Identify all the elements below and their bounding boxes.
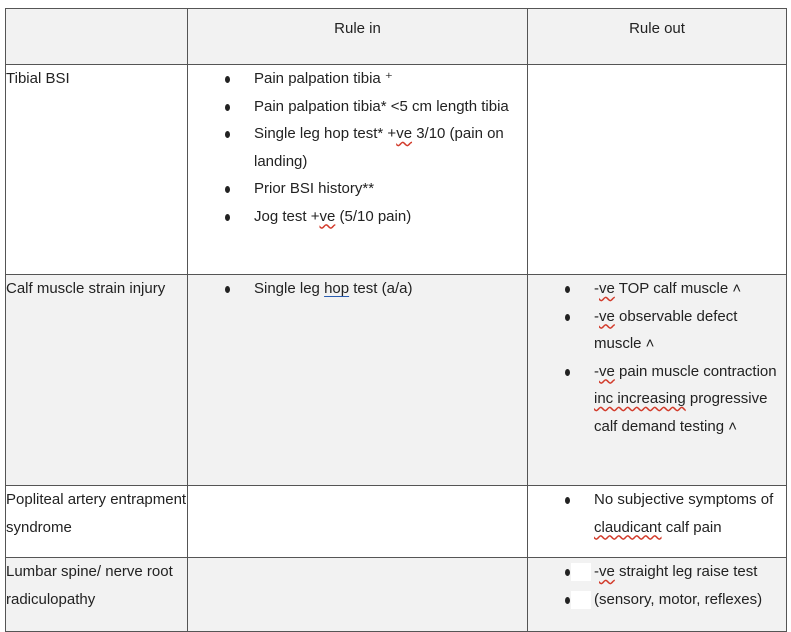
list-item: Prior BSI history** bbox=[188, 175, 527, 203]
condition-label: Popliteal artery entrapment syndrome bbox=[6, 486, 188, 558]
rule-out-cell bbox=[528, 558, 787, 632]
list-item: -ve observable defect muscle ˄ bbox=[528, 303, 786, 358]
list-item: Single leg hop test* +ve 3/10 (pain on landing) bbox=[188, 120, 527, 175]
rule-out-cell bbox=[528, 275, 787, 486]
table-row-calf-strain bbox=[6, 275, 787, 486]
rule-out-cell bbox=[528, 65, 787, 275]
header-rule-out: Rule out bbox=[528, 9, 787, 65]
condition-label: Calf muscle strain injury bbox=[6, 275, 188, 486]
table-row-popliteal-artery bbox=[6, 486, 787, 558]
rule-in-cell bbox=[188, 65, 528, 275]
rule-out-list bbox=[528, 558, 786, 613]
condition-label: Tibial BSI bbox=[6, 65, 188, 275]
list-item: Pain palpation tibia ⁺ bbox=[188, 65, 527, 93]
list-item: -ve straight leg raise test bbox=[528, 558, 786, 586]
header-empty-cell bbox=[6, 9, 188, 65]
rule-out-cell bbox=[528, 486, 787, 558]
list-item: -ve TOP calf muscle ˄ bbox=[528, 275, 786, 303]
condition-label: Lumbar spine/ nerve root radiculopathy bbox=[6, 558, 188, 632]
table-row-tibial-bsi bbox=[6, 65, 787, 275]
table-header-row bbox=[6, 9, 787, 65]
table-row-lumbar-spine bbox=[6, 558, 787, 632]
rule-out-list bbox=[528, 275, 786, 440]
list-item: No subjective symptoms of claudicant calf pain bbox=[528, 486, 786, 541]
rule-in-cell bbox=[188, 558, 528, 632]
rule-in-list bbox=[188, 65, 527, 230]
rule-in-cell bbox=[188, 275, 528, 486]
header-rule-in: Rule in bbox=[188, 9, 528, 65]
list-item: -ve pain muscle contraction inc increasing progressive calf demand testing ˄ bbox=[528, 358, 786, 441]
differential-diagnosis-table bbox=[5, 8, 787, 632]
list-item: Jog test +ve (5/10 pain) bbox=[188, 203, 527, 231]
list-item: Single leg hop test (a/a) bbox=[188, 275, 527, 303]
rule-out-list bbox=[528, 486, 786, 541]
list-item: Pain palpation tibia* <5 cm length tibia bbox=[188, 93, 527, 121]
list-item: (sensory, motor, reflexes) bbox=[528, 586, 786, 614]
rule-in-list bbox=[188, 275, 527, 303]
rule-in-cell bbox=[188, 486, 528, 558]
